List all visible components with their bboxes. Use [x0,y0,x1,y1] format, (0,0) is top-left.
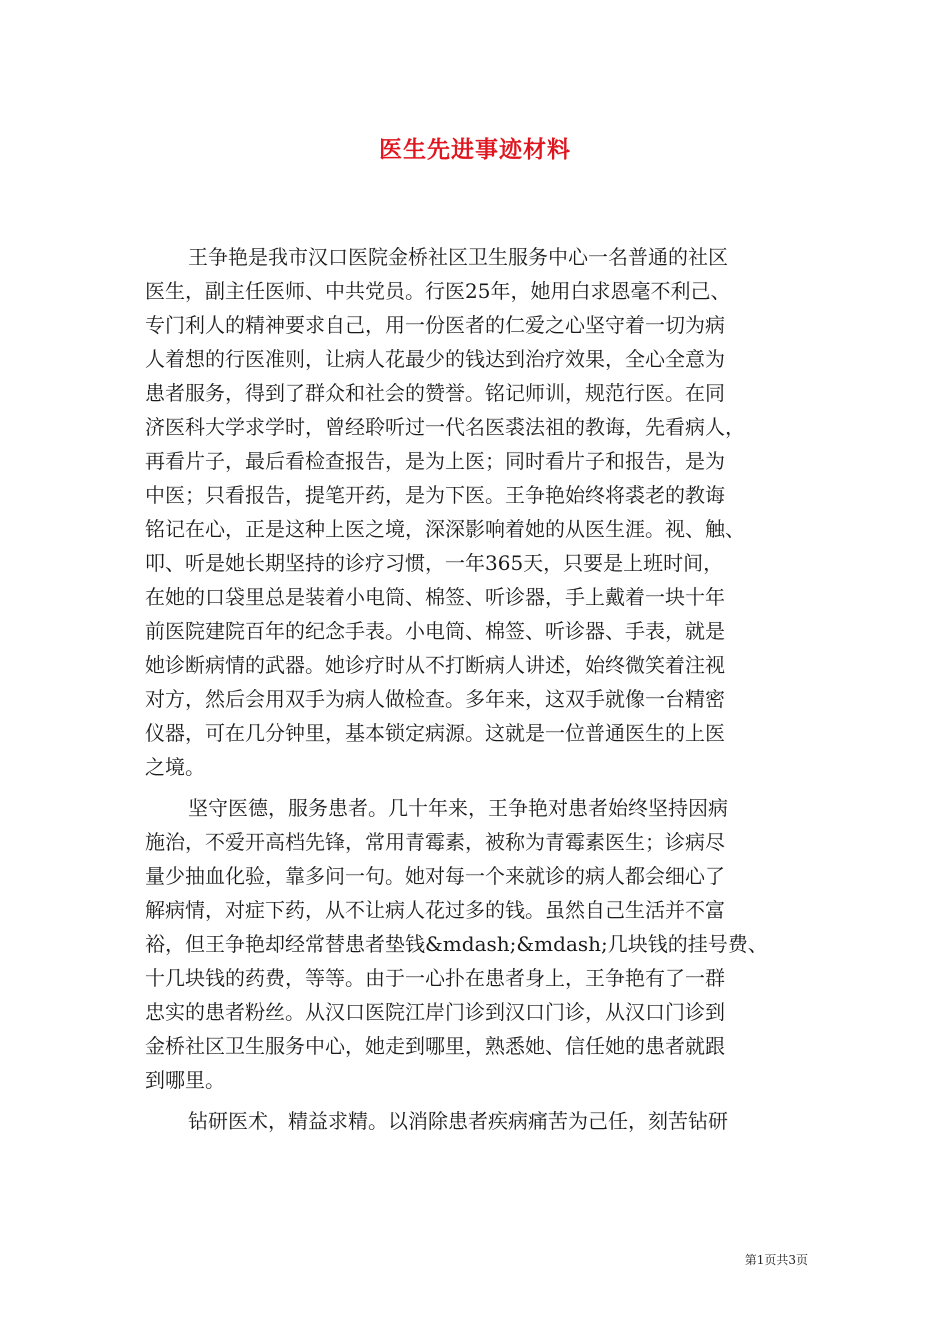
page-number-footer: 第1页共3页 [744,1253,808,1267]
paragraph-1-line: 对方，然后会用双手为病人做检查。多年来，这双手就像一台精密 [145,687,725,711]
paragraph-2-line: 忠实的患者粉丝。从汉口医院江岸门诊到汉口门诊，从汉口门诊到 [145,1000,725,1024]
paragraph-2-line: 施治，不爱开高档先锋，常用青霉素，被称为青霉素医生；诊病尽 [145,830,725,854]
paragraph-1-line: 王争艳是我市汉口医院金桥社区卫生服务中心一名普通的社区 [188,245,728,269]
paragraph-1-line: 前医院建院百年的纪念手表。小电筒、棉签、听诊器、手表，就是 [145,619,725,643]
paragraph-1-line: 人着想的行医准则，让病人花最少的钱达到治疗效果，全心全意为 [145,347,725,371]
paragraph-2-line: 量少抽血化验，靠多问一句。她对每一个来就诊的病人都会细心了 [145,864,725,888]
paragraph-1-line: 患者服务，得到了群众和社会的赞誉。铭记师训，规范行医。在同 [145,381,725,405]
paragraph-1-line: 专门利人的精神要求自己，用一份医者的仁爱之心坚守着一切为病 [145,313,725,337]
paragraph-1-line: 在她的口袋里总是装着小电筒、棉签、听诊器，手上戴着一块十年 [145,585,725,609]
paragraph-1-line: 再看片子，最后看检查报告，是为上医；同时看片子和报告，是为 [145,449,725,473]
paragraph-1-line: 济医科大学求学时，曾经聆听过一代名医裘法祖的教诲，先看病人， [145,415,745,439]
paragraph-1-line: 中医；只看报告，提笔开药，是为下医。王争艳始终将裘老的教诲 [145,483,725,507]
paragraph-1-line: 铭记在心，正是这种上医之境，深深影响着她的从医生涯。视、触、 [145,517,745,541]
paragraph-1-line: 医生，副主任医师、中共党员。行医25年，她用白求恩毫不利己、 [145,279,731,303]
paragraph-2-line: 金桥社区卫生服务中心，她走到哪里，熟悉她、信任她的患者就跟 [145,1034,725,1058]
paragraph-2-line: 裕，但王争艳却经常替患者垫钱&mdash;&mdash;几块钱的挂号费、 [145,932,768,956]
paragraph-1-line: 之境。 [145,755,205,779]
paragraph-2-line: 到哪里。 [145,1068,225,1092]
paragraph-1-line: 叩、听是她长期坚持的诊疗习惯，一年365天，只要是上班时间， [145,551,724,575]
paragraph-1-line: 仪器，可在几分钟里，基本锁定病源。这就是一位普通医生的上医 [145,721,725,745]
paragraph-3-line: 钻研医术，精益求精。以消除患者疾病痛苦为己任，刻苦钻研 [188,1109,728,1133]
paragraph-2-line: 十几块钱的药费，等等。由于一心扑在患者身上，王争艳有了一群 [145,966,725,990]
document-body [145,240,815,1138]
document-title: 医生先进事迹材料 [379,136,571,163]
paragraph-2-line: 坚守医德，服务患者。几十年来，王争艳对患者始终坚持因病 [188,796,728,820]
paragraph-2-line: 解病情，对症下药，从不让病人花过多的钱。虽然自己生活并不富 [145,898,725,922]
paragraph-1-line: 她诊断病情的武器。她诊疗时从不打断病人讲述，始终微笑着注视 [145,653,725,677]
